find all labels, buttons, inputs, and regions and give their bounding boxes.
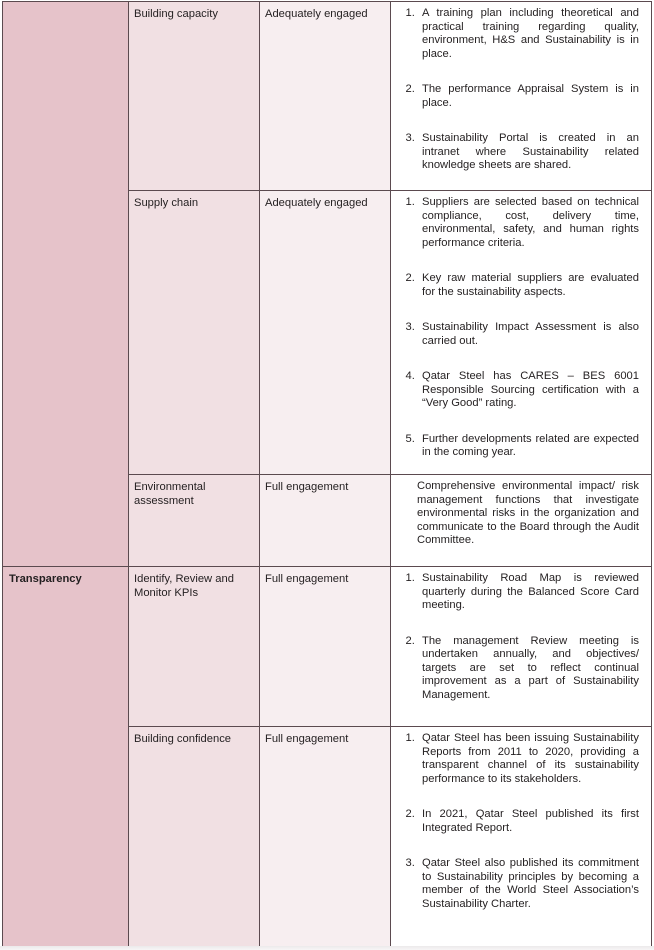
topic-label (3, 2, 128, 8)
list-item: 3. Sustainability Portal is created in an intranet where Sustainability related knowledge sheets are shared. (418, 132, 639, 173)
indicator-label: Building capacity (134, 8, 218, 20)
list-item: 3. Sustainability Impact Assessment is also carried out. (418, 321, 639, 348)
engagement-level-cell (260, 727, 391, 947)
table-row (3, 567, 652, 727)
engagement-level: Adequately engaged (265, 197, 368, 209)
topic-label: Transparency (9, 573, 82, 585)
table-row (3, 2, 652, 191)
list-item: 1. Sustainability Road Map is reviewed quarterly during the Balanced Score Card meeting. (418, 572, 639, 613)
indicator-label: Identify, Review and Monitor KPIs (134, 573, 234, 599)
details-cell (391, 727, 652, 947)
list-item: 2. Key raw material suppliers are evaluated for the sustainability aspects. (418, 272, 639, 299)
indicator-label: Building confidence (134, 733, 232, 745)
engagement-level: Full engagement (265, 733, 349, 745)
engagement-level-cell (260, 2, 391, 191)
indicator-label: Environmental assessment (134, 481, 206, 507)
engagement-level-cell (260, 475, 391, 567)
list-item: 1. A training plan including theoretical and practical training regarding quality, environment, H&S and Sustainability is in place. (418, 7, 639, 61)
details-cell (391, 475, 652, 567)
engagement-level: Adequately engaged (265, 8, 368, 20)
list-item: 1. Qatar Steel has been issuing Sustainability Reports from 2011 to 2020, providing a transparent channel of its sustainability performance to its stakeholders. (418, 732, 639, 786)
topic-cell-continued (3, 2, 129, 567)
details-cell (391, 567, 652, 727)
details-paragraph: Comprehensive environmental impact/ risk management functions that investigate environmental risks in the organization and communicate to the Board through the Audit Committee. (417, 480, 639, 546)
details-list (391, 2, 651, 179)
engagement-level-cell (260, 567, 391, 727)
details-list (391, 567, 651, 708)
sustainability-engagement-table (2, 1, 652, 947)
engagement-level-cell (260, 191, 391, 475)
indicator-cell (129, 475, 260, 567)
details-list (391, 727, 651, 917)
indicator-cell (129, 727, 260, 947)
page-bottom-shadow (0, 946, 654, 950)
details-cell (391, 2, 652, 191)
indicator-cell (129, 2, 260, 191)
list-item: 2. In 2021, Qatar Steel published its first Integrated Report. (418, 808, 639, 835)
details-cell (391, 191, 652, 475)
list-item: 5. Further developments related are expected in the coming year. (418, 433, 639, 460)
list-item: 1. Suppliers are selected based on technical compliance, cost, delivery time, environmental, safety, and human rights performance criteria. (418, 196, 639, 250)
engagement-level: Full engagement (265, 573, 349, 585)
list-item: 2. The performance Appraisal System is in place. (418, 83, 639, 110)
list-item: 4. Qatar Steel has CARES – BES 6001 Responsible Sourcing certification with a “Very Good” rating. (418, 370, 639, 411)
indicator-cell (129, 191, 260, 475)
topic-cell (3, 567, 129, 947)
indicator-cell (129, 567, 260, 727)
engagement-level: Full engagement (265, 481, 349, 493)
details-list (391, 191, 651, 466)
indicator-label: Supply chain (134, 197, 199, 209)
list-item: 2. The management Review meeting is undertaken annually, and objectives/ targets are set to reflect continual improvement as a part of Sustainability Management. (418, 635, 639, 703)
list-item: 3. Qatar Steel also published its commitment to Sustainability principles by becoming a member of the World Steel Association’s Sustainability Charter. (418, 857, 639, 911)
